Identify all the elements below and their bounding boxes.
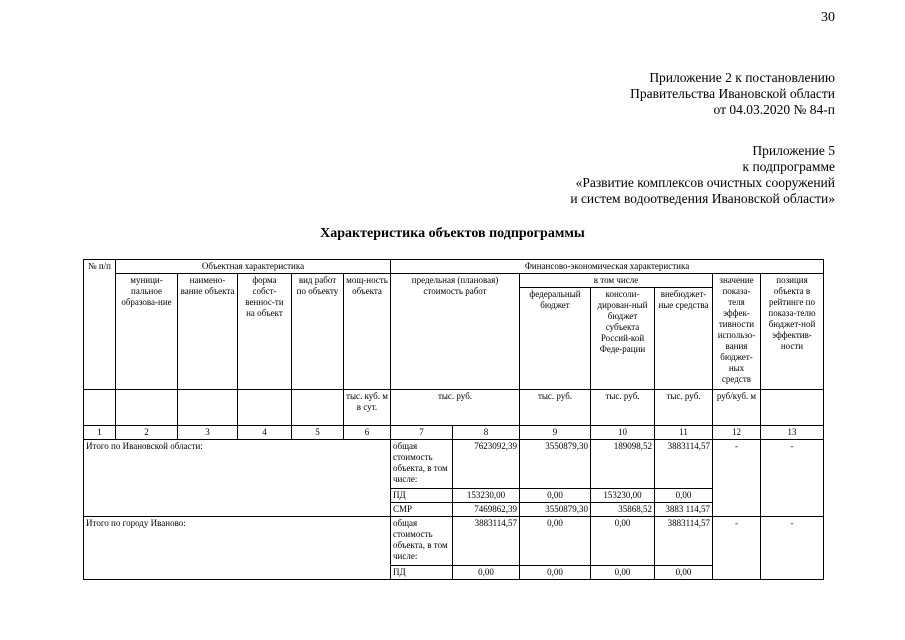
header-efficiency: значение показа-теля эффек-тивности использо-вания бюджет-ных средств xyxy=(713,274,761,390)
city-total-federal: 0,00 xyxy=(520,517,591,566)
col-num-13: 13 xyxy=(761,426,824,440)
appendix-5-line-4: и систем водоотведения Ивановской области» xyxy=(570,191,835,206)
region-total-federal: 3550879,30 xyxy=(520,440,591,489)
city-total-label: Итого по городу Иваново: xyxy=(84,517,391,580)
page-number: 30 xyxy=(821,10,835,25)
city-pd-extra: 0,00 xyxy=(655,566,713,580)
column-numbers-row xyxy=(84,426,824,440)
region-smr-extra: 3883 114,57 xyxy=(655,503,713,517)
region-total-extra: 3883114,57 xyxy=(655,440,713,489)
region-rank: - xyxy=(761,440,824,517)
col-num-5: 5 xyxy=(292,426,344,440)
header-cost: предельная (плановая) стоимость работ xyxy=(391,274,520,390)
unit-power: тыс. куб. м в сут. xyxy=(344,390,391,426)
city-pd-consolidated: 0,00 xyxy=(591,566,655,580)
city-total-extra: 3883114,57 xyxy=(655,517,713,566)
city-rank: - xyxy=(761,517,824,580)
appendix-5-line-1: Приложение 5 xyxy=(752,143,835,158)
header-including: в том числе xyxy=(520,274,713,288)
appendix-2-line-3: от 04.03.2020 № 84-п xyxy=(713,102,835,117)
units-row xyxy=(84,390,824,426)
city-pd-federal: 0,00 xyxy=(520,566,591,580)
header-ownership: форма собст-веннос-ти на объект xyxy=(238,274,292,390)
region-pd-cost: 153230,00 xyxy=(453,489,520,503)
table-row-city-total xyxy=(84,517,824,566)
city-pd-cost: 0,00 xyxy=(453,566,520,580)
appendix-2-line-1: Приложение 2 к постановлению xyxy=(649,70,835,85)
col-num-10: 10 xyxy=(591,426,655,440)
col-num-9: 9 xyxy=(520,426,591,440)
region-total-cost: 7623092,39 xyxy=(453,440,520,489)
col-num-3: 3 xyxy=(178,426,238,440)
region-total-consolidated: 189098,52 xyxy=(591,440,655,489)
header-municipality: муници-пальное образова-ние xyxy=(116,274,178,390)
region-total-label: Итого по Ивановской области: xyxy=(84,440,391,517)
region-efficiency: - xyxy=(713,440,761,517)
region-pd-consolidated: 153230,00 xyxy=(591,489,655,503)
col-num-1: 1 xyxy=(84,426,116,440)
unit-efficiency: руб/куб. м xyxy=(713,390,761,426)
region-total-cost-label: общая стоимость объекта, в том числе: xyxy=(391,440,453,489)
document-title: Характеристика объектов подпрограммы xyxy=(320,226,585,241)
col-num-6: 6 xyxy=(344,426,391,440)
region-pd-extra: 0,00 xyxy=(655,489,713,503)
region-smr-consolidated: 35868,52 xyxy=(591,503,655,517)
region-pd-federal: 0,00 xyxy=(520,489,591,503)
header-no: № п/п xyxy=(84,260,116,390)
col-num-2: 2 xyxy=(116,426,178,440)
col-num-11: 11 xyxy=(655,426,713,440)
header-extra-budget: внебюджет-ные средства xyxy=(655,288,713,390)
header-row-1 xyxy=(84,260,824,274)
appendix-5-line-2: к подпрограмме xyxy=(742,159,835,174)
table-row-region-total xyxy=(84,440,824,489)
unit-federal: тыс. руб. xyxy=(520,390,591,426)
unit-cost: тыс. руб. xyxy=(391,390,520,426)
col-num-4: 4 xyxy=(238,426,292,440)
appendix-2-line-2: Правительства Ивановской области xyxy=(630,86,835,101)
unit-consolidated: тыс. руб. xyxy=(591,390,655,426)
region-smr-label: СМР xyxy=(391,503,453,517)
header-power: мощ-ность объекта xyxy=(344,274,391,390)
city-total-cost: 3883114,57 xyxy=(453,517,520,566)
col-num-8: 8 xyxy=(453,426,520,440)
header-rank: позиция объекта в рейтинге по показа-телю бюджет-ной эффектив-ности xyxy=(761,274,824,390)
header-object-characteristics: Объектная характеристика xyxy=(116,260,391,274)
appendix-2-header xyxy=(630,70,835,118)
header-row-2 xyxy=(84,274,824,288)
city-pd-label: ПД xyxy=(391,566,453,580)
header-financial-characteristics: Финансово-экономическая характеристика xyxy=(391,260,824,274)
col-num-12: 12 xyxy=(713,426,761,440)
col-num-7: 7 xyxy=(391,426,453,440)
header-consolidated: консоли-дирован-ный бюджет субъекта Россий-кой Феде-рации xyxy=(591,288,655,390)
appendix-5-header xyxy=(570,143,835,207)
region-pd-label: ПД xyxy=(391,489,453,503)
unit-extra-budget: тыс. руб. xyxy=(655,390,713,426)
header-work-type: вид работ по объекту xyxy=(292,274,344,390)
region-smr-cost: 7469862,39 xyxy=(453,503,520,517)
appendix-5-line-3: «Развитие комплексов очистных сооружений xyxy=(575,175,835,190)
header-federal: федеральный бюджет xyxy=(520,288,591,390)
objects-table xyxy=(83,259,824,580)
header-object-name: наимено-вание объекта xyxy=(178,274,238,390)
city-total-cost-label: общая стоимость объекта, в том числе: xyxy=(391,517,453,566)
city-total-consolidated: 0,00 xyxy=(591,517,655,566)
city-efficiency: - xyxy=(713,517,761,580)
region-smr-federal: 3550879,30 xyxy=(520,503,591,517)
